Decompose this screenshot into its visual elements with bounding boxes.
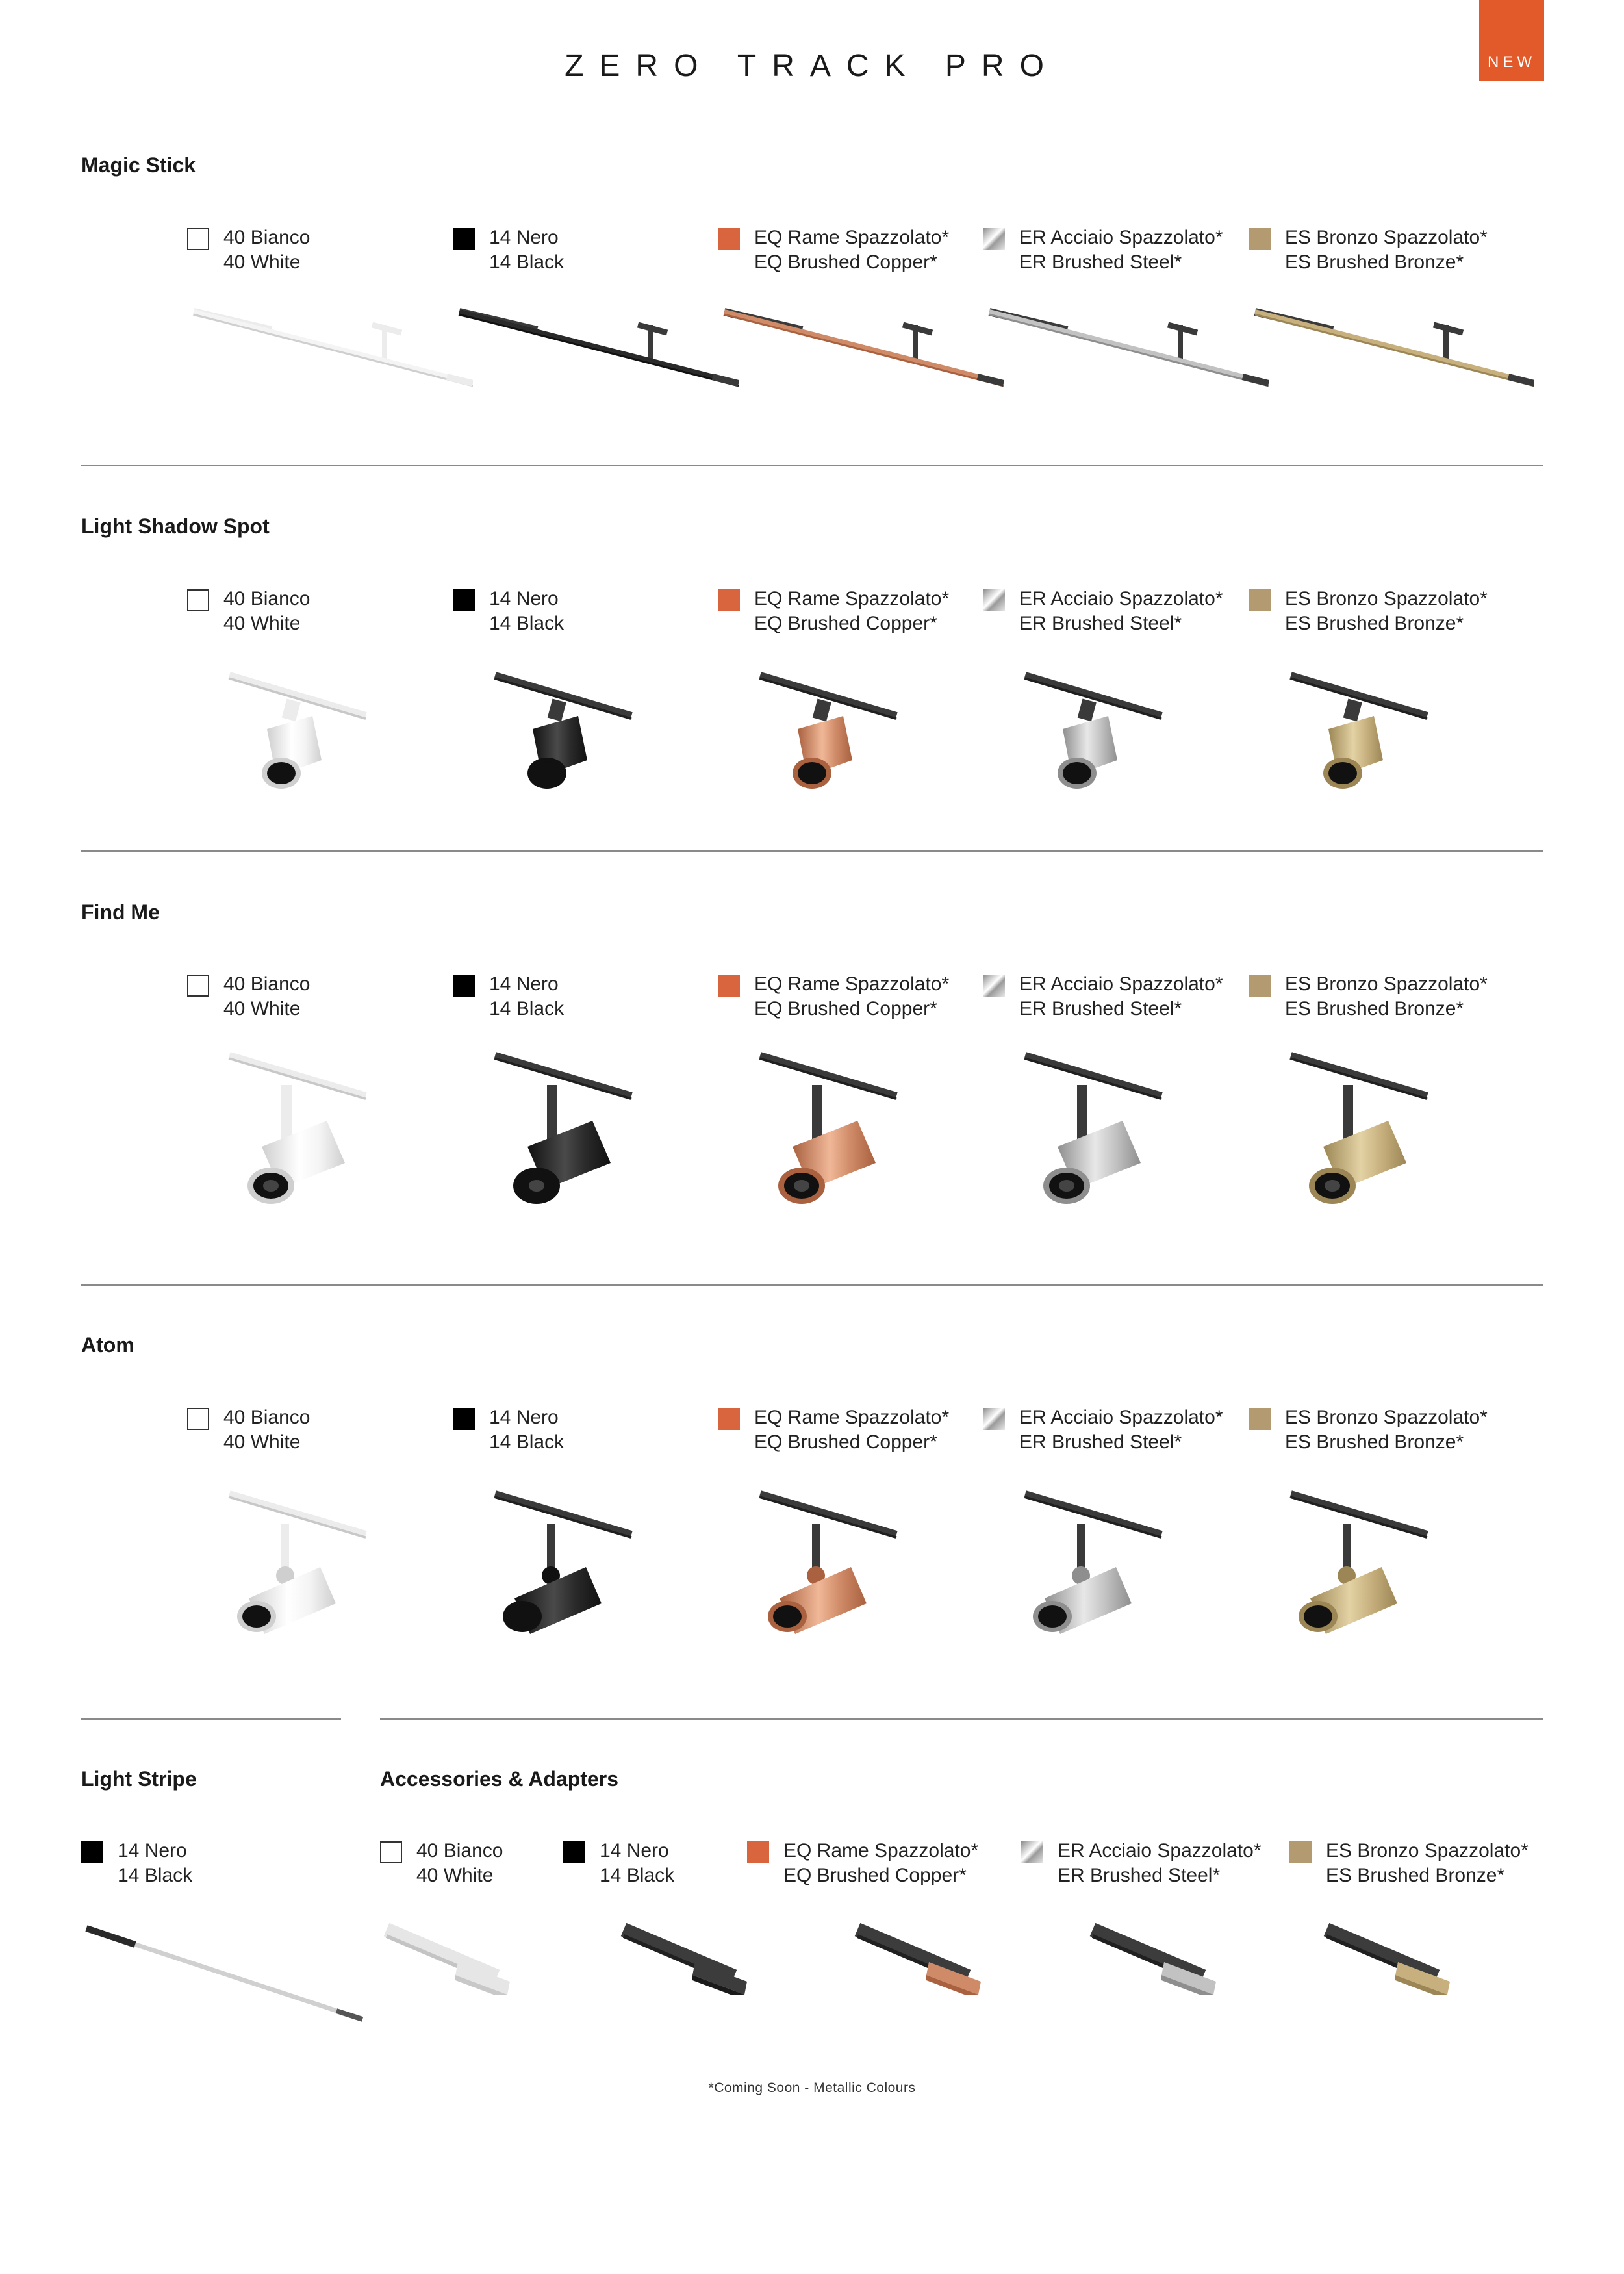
variant-name-it: ER Acciaio Spazzolato* (1058, 1840, 1262, 1861)
color-swatch-copper (718, 589, 740, 611)
variant-label (1019, 225, 1223, 275)
color-swatch-steel (983, 1408, 1005, 1430)
light-shadow-spot-black-image (482, 669, 638, 799)
variant-name-it: ES Bronzo Spazzolato* (1285, 973, 1488, 995)
adapter-bronze-image (1320, 1917, 1463, 1995)
product-image (1320, 1917, 1463, 1998)
product-image (216, 1488, 372, 1654)
variant-name-en: EQ Brushed Copper* (754, 613, 937, 634)
variant-label (489, 587, 564, 636)
variant-label (783, 1839, 978, 1888)
variant-name-it: 40 Bianco (223, 973, 311, 995)
product-image (1278, 669, 1434, 802)
variant-name-en: ES Brushed Bronze* (1326, 1865, 1505, 1886)
section-divider (81, 1284, 1543, 1286)
magic-stick-bronze-image (1249, 299, 1534, 403)
variant-name-en: 40 White (223, 998, 301, 1019)
variant-name-en: 14 Black (118, 1865, 193, 1886)
product-image (380, 1917, 523, 1998)
variant-label (416, 1839, 503, 1888)
light-stripe-black-image (83, 1922, 369, 2026)
variant-label (754, 972, 949, 1021)
color-swatch-bronze (1249, 1408, 1271, 1430)
variant-name-it: ER Acciaio Spazzolato* (1019, 588, 1223, 609)
variant-name-it: ES Bronzo Spazzolato* (1285, 1407, 1488, 1428)
variant-name-it: EQ Rame Spazzolato* (783, 1840, 979, 1861)
variant-name-it: EQ Rame Spazzolato* (754, 588, 950, 609)
variant-name-en: ER Brushed Steel* (1019, 251, 1182, 273)
variant-name-it: 14 Nero (118, 1840, 187, 1861)
color-swatch-black (453, 228, 475, 250)
magic-stick-white-image (187, 299, 473, 403)
color-swatch-bronze (1289, 1841, 1312, 1863)
color-swatch-white (187, 975, 209, 997)
product-image (1278, 1049, 1434, 1228)
variant-label (1019, 972, 1223, 1021)
color-swatch-black (81, 1841, 103, 1863)
color-swatch-steel (983, 589, 1005, 611)
adapter-steel-image (1086, 1917, 1229, 1995)
variant-name-it: 14 Nero (489, 227, 559, 248)
color-swatch-bronze (1249, 975, 1271, 997)
variant-name-en: ES Brushed Bronze* (1285, 251, 1464, 273)
product-image (1086, 1917, 1229, 1998)
variant-label (1285, 972, 1488, 1021)
color-swatch-copper (718, 1408, 740, 1430)
variant-label (1285, 1405, 1488, 1455)
product-image (747, 1049, 903, 1228)
variant-name-it: ES Bronzo Spazzolato* (1326, 1840, 1529, 1861)
find-me-bronze-image (1278, 1049, 1434, 1225)
variant-name-en: EQ Brushed Copper* (754, 998, 937, 1019)
find-me-black-image (482, 1049, 638, 1225)
product-image (983, 299, 1269, 406)
variant-label (754, 587, 949, 636)
magic-stick-black-image (453, 299, 739, 403)
product-image (1278, 1488, 1434, 1654)
variant-name-it: ER Acciaio Spazzolato* (1019, 973, 1223, 995)
variant-label (489, 225, 564, 275)
variant-label (118, 1839, 192, 1888)
section-title-light-shadow-spot: Light Shadow Spot (81, 515, 270, 538)
variant-name-en: 40 White (223, 613, 301, 634)
variant-name-it: 40 Bianco (416, 1840, 503, 1861)
section-divider (81, 465, 1543, 466)
product-image (216, 1049, 372, 1228)
variant-name-en: EQ Brushed Copper* (754, 1431, 937, 1453)
product-image (83, 1922, 369, 2029)
section-title-accessories: Accessories & Adapters (380, 1767, 618, 1791)
color-swatch-copper (747, 1841, 769, 1863)
color-swatch-black (453, 589, 475, 611)
variant-label (489, 972, 564, 1021)
variant-label (1326, 1839, 1529, 1888)
page-title: ZERO TRACK PRO (565, 49, 1059, 83)
variant-label (223, 587, 310, 636)
find-me-steel-image (1012, 1049, 1168, 1225)
section-title-atom: Atom (81, 1333, 134, 1357)
adapter-black-image (617, 1917, 760, 1995)
product-image (1249, 299, 1534, 406)
color-swatch-white (187, 228, 209, 250)
light-shadow-spot-white-image (216, 669, 372, 799)
atom-bronze-image (1278, 1488, 1434, 1650)
section-divider (81, 850, 1543, 852)
product-image (1012, 1488, 1168, 1654)
variant-label (489, 1405, 564, 1455)
magic-stick-steel-image (983, 299, 1269, 403)
color-swatch-black (453, 1408, 475, 1430)
variant-name-it: ER Acciaio Spazzolato* (1019, 227, 1223, 248)
section-divider (380, 1718, 1543, 1720)
variant-name-en: ES Brushed Bronze* (1285, 1431, 1464, 1453)
new-badge (1479, 0, 1544, 81)
product-image (482, 1488, 638, 1654)
section-title-magic-stick: Magic Stick (81, 153, 196, 177)
variant-name-en: ER Brushed Steel* (1019, 1431, 1182, 1453)
color-swatch-copper (718, 228, 740, 250)
new-badge-label: NEW (1488, 53, 1536, 71)
variant-name-it: 40 Bianco (223, 1407, 311, 1428)
product-image (1012, 1049, 1168, 1228)
variant-name-it: ES Bronzo Spazzolato* (1285, 227, 1488, 248)
variant-label (223, 225, 310, 275)
variant-name-en: 14 Black (489, 613, 565, 634)
adapter-copper-image (851, 1917, 994, 1995)
color-swatch-steel (1021, 1841, 1043, 1863)
magic-stick-copper-image (718, 299, 1004, 403)
variant-name-en: ES Brushed Bronze* (1285, 998, 1464, 1019)
section-divider (81, 1718, 341, 1720)
color-swatch-steel (983, 975, 1005, 997)
product-image (718, 299, 1004, 406)
variant-name-en: ER Brushed Steel* (1019, 998, 1182, 1019)
color-swatch-white (380, 1841, 402, 1863)
find-me-white-image (216, 1049, 372, 1225)
color-swatch-bronze (1249, 589, 1271, 611)
atom-black-image (482, 1488, 638, 1650)
variant-name-en: 40 White (416, 1865, 494, 1886)
variant-name-en: 14 Black (489, 998, 565, 1019)
atom-steel-image (1012, 1488, 1168, 1650)
color-swatch-black (453, 975, 475, 997)
variant-name-it: ER Acciaio Spazzolato* (1019, 1407, 1223, 1428)
color-swatch-black (563, 1841, 585, 1863)
variant-name-it: EQ Rame Spazzolato* (754, 973, 950, 995)
variant-label (223, 972, 310, 1021)
color-swatch-white (187, 589, 209, 611)
product-image (187, 299, 473, 406)
variant-name-it: 40 Bianco (223, 588, 311, 609)
variant-name-it: ES Bronzo Spazzolato* (1285, 588, 1488, 609)
color-swatch-bronze (1249, 228, 1271, 250)
adapter-white-image (380, 1917, 523, 1995)
product-image (851, 1917, 994, 1998)
variant-label (1019, 1405, 1223, 1455)
find-me-copper-image (747, 1049, 903, 1225)
light-shadow-spot-steel-image (1012, 669, 1168, 799)
variant-name-en: 14 Black (489, 251, 565, 273)
variant-name-en: EQ Brushed Copper* (754, 251, 937, 273)
variant-name-en: 40 White (223, 251, 301, 273)
variant-label (754, 1405, 949, 1455)
variant-label (1285, 225, 1488, 275)
product-image (747, 669, 903, 802)
atom-white-image (216, 1488, 372, 1650)
variant-name-en: 14 Black (600, 1865, 675, 1886)
variant-name-it: 14 Nero (600, 1840, 669, 1861)
variant-name-it: 14 Nero (489, 973, 559, 995)
variant-name-en: 40 White (223, 1431, 301, 1453)
product-image (482, 1049, 638, 1228)
section-title-find-me: Find Me (81, 901, 160, 924)
variant-name-en: ER Brushed Steel* (1019, 613, 1182, 634)
variant-name-en: 14 Black (489, 1431, 565, 1453)
variant-label (223, 1405, 310, 1455)
variant-name-it: EQ Rame Spazzolato* (754, 1407, 950, 1428)
variant-label (1285, 587, 1488, 636)
variant-name-it: 14 Nero (489, 588, 559, 609)
product-image (216, 669, 372, 802)
variant-label (600, 1839, 674, 1888)
variant-name-en: ER Brushed Steel* (1058, 1865, 1221, 1886)
product-image (747, 1488, 903, 1654)
variant-label (1058, 1839, 1262, 1888)
product-image (482, 669, 638, 802)
variant-name-it: 14 Nero (489, 1407, 559, 1428)
footnote: *Coming Soon - Metallic Colours (708, 2080, 916, 2095)
section-title-light-stripe: Light Stripe (81, 1767, 197, 1791)
color-swatch-white (187, 1408, 209, 1430)
product-image (617, 1917, 760, 1998)
variant-name-it: 40 Bianco (223, 227, 311, 248)
variant-label (754, 225, 949, 275)
light-shadow-spot-bronze-image (1278, 669, 1434, 799)
variant-name-en: ES Brushed Bronze* (1285, 613, 1464, 634)
atom-copper-image (747, 1488, 903, 1650)
variant-name-it: EQ Rame Spazzolato* (754, 227, 950, 248)
product-image (1012, 669, 1168, 802)
variant-name-en: EQ Brushed Copper* (783, 1865, 967, 1886)
light-shadow-spot-copper-image (747, 669, 903, 799)
product-image (453, 299, 739, 406)
color-swatch-steel (983, 228, 1005, 250)
color-swatch-copper (718, 975, 740, 997)
variant-label (1019, 587, 1223, 636)
